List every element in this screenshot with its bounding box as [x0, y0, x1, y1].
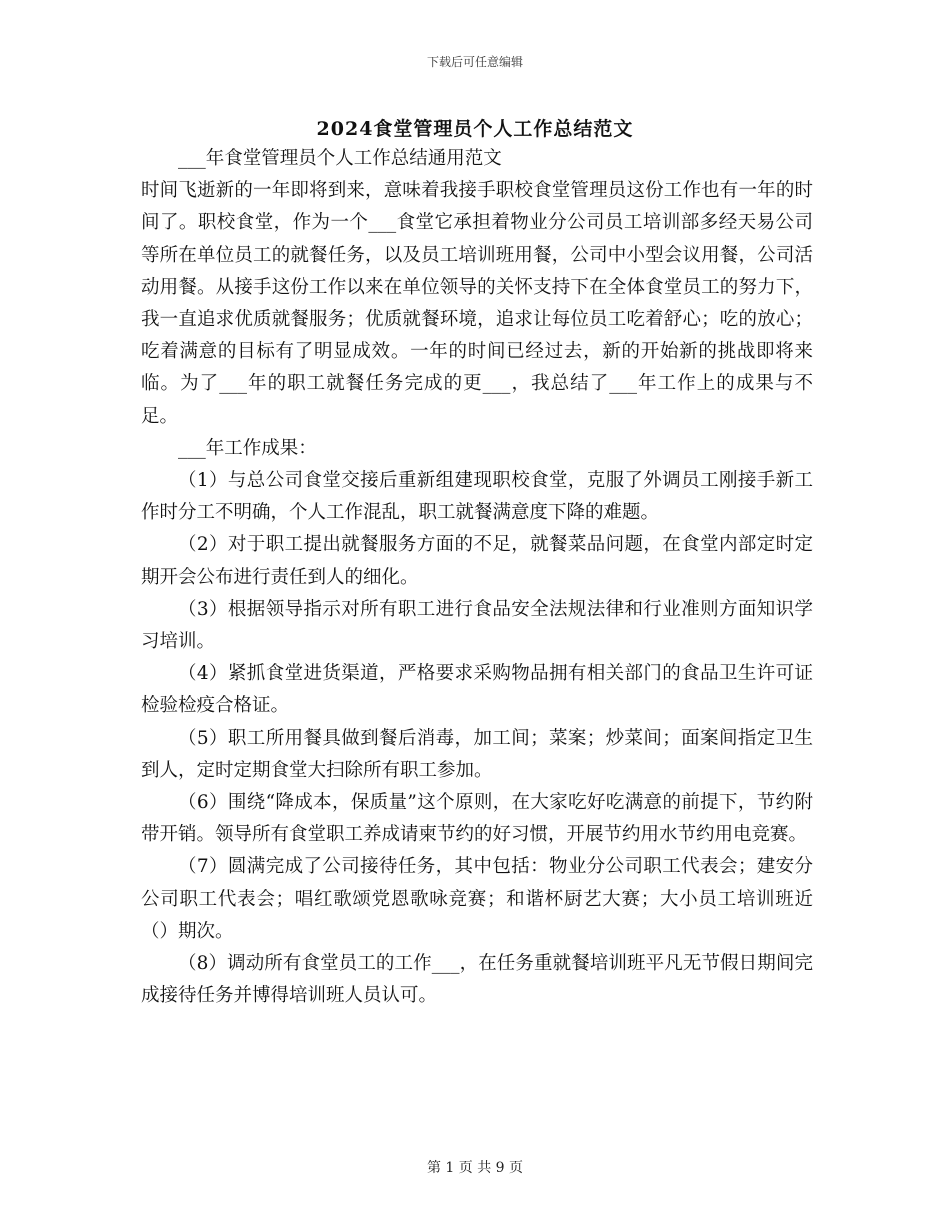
document-title: 2024食堂管理员个人工作总结范文 [316, 118, 634, 140]
list-item-3: （3）根据领导指示对所有职工进行食品安全法规法律和行业准则方面知识学习培训。 [141, 598, 813, 653]
section-heading: ___年工作成果： [178, 437, 317, 459]
page-footer-pagination: 第 1 页 共 9 页 [426, 1160, 524, 1176]
list-item-6: （6）围绕“降成本，保质量”这个原则，在大家吃好吃满意的前提下，节约附带开销。领导所有食堂职工养成请柬节约的好习惯，开展节约用水节约用电竞赛。 [141, 792, 813, 846]
page-header-note: 下载后可任意编辑 [426, 55, 523, 69]
intro-paragraph: 时间飞逝新的一年即将到来，意味着我接手职校食堂管理员这份工作也有一年的时间了。职校食堂，作为一个___食堂它承担着物业分公司员工培训部多经天易公司等所在单位员工的就餐任务，以及员工培训班用餐，公司中小型会议用餐，公司活动用餐。从接手这份工作以来在单位领导的关怀支持下在全体食堂员工的努力下，我一直追求优质就餐服务；优质就餐环境，追求让每位员工吃着舒心；吃的放心；吃着满意的目标有了明显成效。一年的时间已经过去，新的开始新的挑战即将来临。为了___年的职工就餐任务完成的更___，我总结了___年工作上的成果与不足。 [141, 180, 813, 427]
document-subtitle: ___年食堂管理员个人工作总结通用范文 [178, 148, 502, 169]
list-item-4: （4）紧抓食堂进货渠道，严格要求采购物品拥有相关部门的食品卫生许可证检验检疫合格证。 [141, 663, 813, 717]
list-item-8: （8）调动所有食堂员工的工作___，在任务重就餐培训班平凡无节假日期间完成接待任务并博得培训班人员认可。 [141, 953, 813, 1007]
list-item-1: （1）与总公司食堂交接后重新组建现职校食堂，克服了外调员工刚接手新工作时分工不明确，个人工作混乱，职工就餐满意度下降的难题。 [141, 470, 813, 524]
list-item-5: （5）职工所用餐具做到餐后消毒，加工间；菜案；炒菜间；面案间指定卫生到人，定时定期食堂大扫除所有职工参加。 [141, 727, 813, 781]
document-body [141, 143, 813, 1012]
list-item-7: （7）圆满完成了公司接待任务，其中包括：物业分公司职工代表会；建安分公司职工代表会；唱红歌颂党恩歌咏竞赛；和谐杯厨艺大赛；大小员工培训班近（）期次。 [141, 856, 813, 942]
list-item-2: （2）对于职工提出就餐服务方面的不足，就餐菜品问题，在食堂内部定时定期开会公布进行责任到人的细化。 [141, 534, 813, 588]
